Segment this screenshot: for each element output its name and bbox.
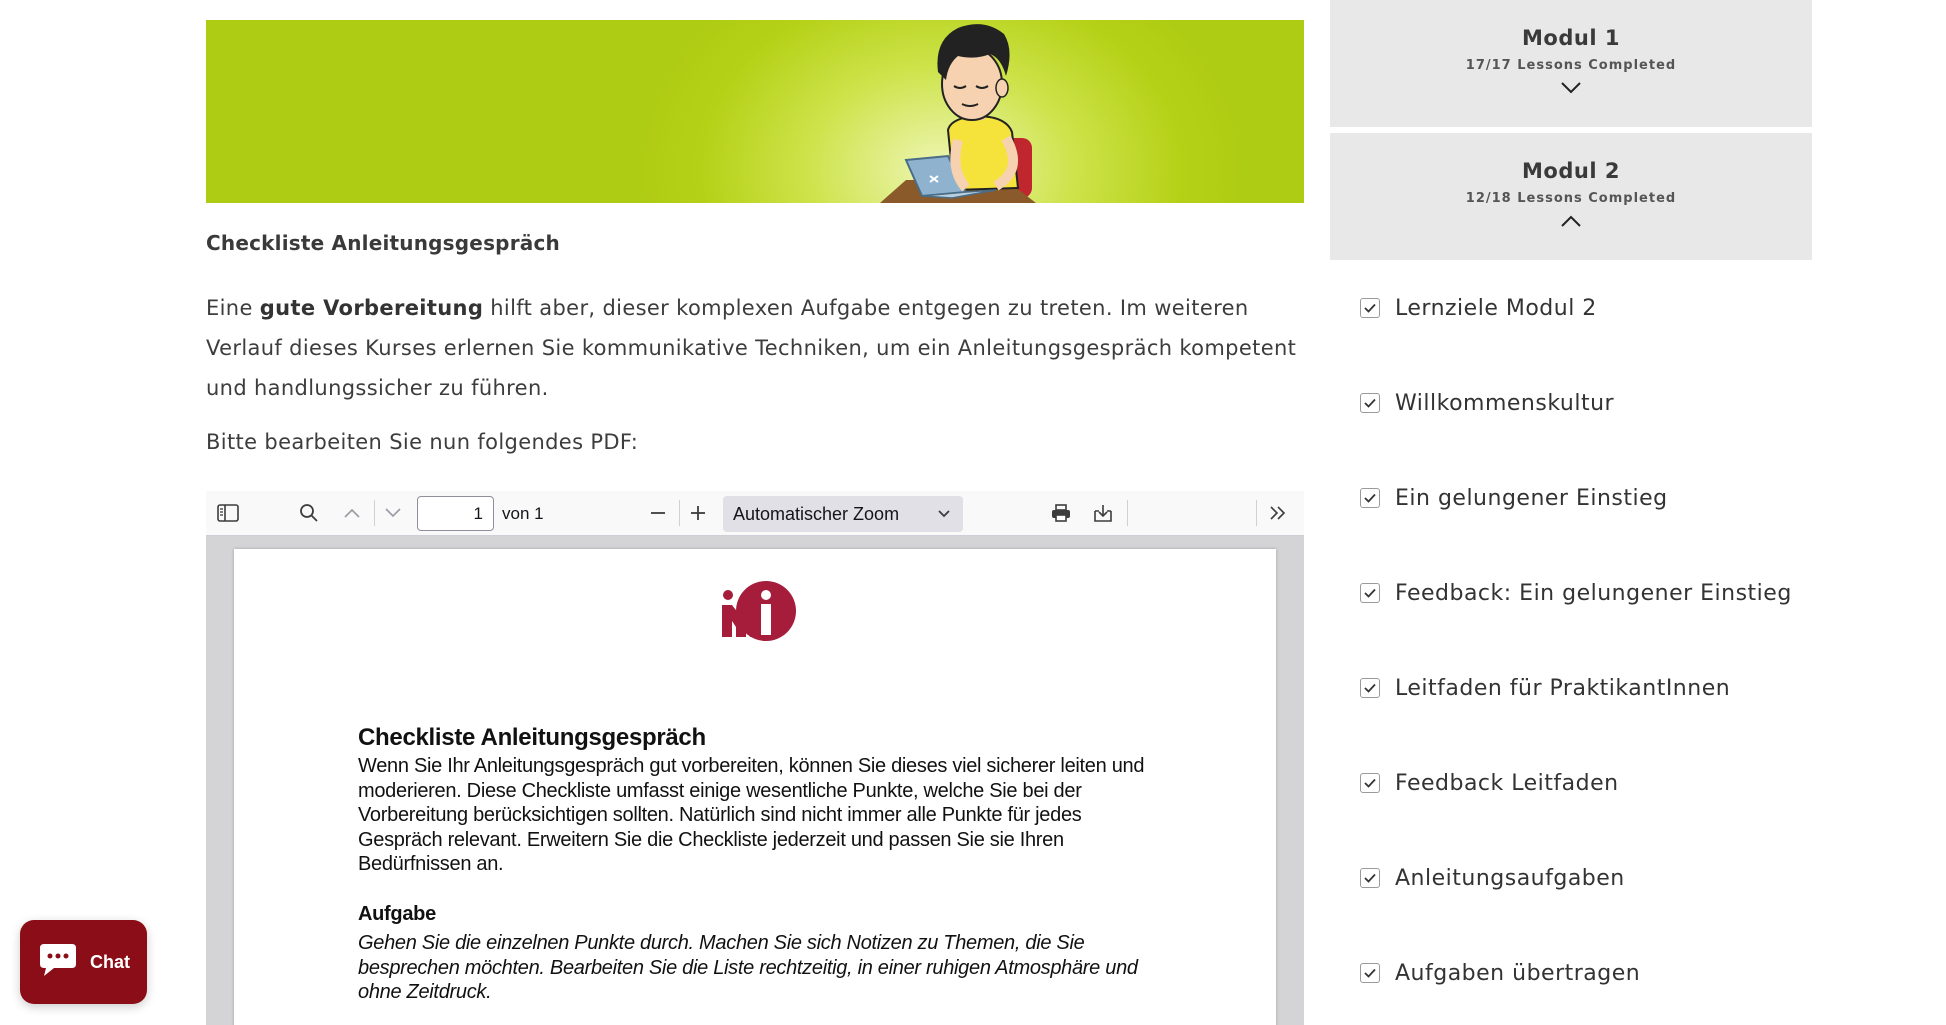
print-icon[interactable] — [1046, 499, 1076, 527]
page-count-label: von 1 — [502, 504, 544, 523]
chat-label: Chat — [90, 951, 130, 972]
search-icon[interactable] — [294, 499, 324, 527]
pdf-task-text: Gehen Sie die einzelnen Punkte durch. Machen Sie sich Notizen zu Themen, die Sie besprechen möchten. Bearbeiten Sie die Liste rechtzeitig, in einer ruhigen Atmosphäre und ohne Zeitdruck. — [358, 932, 1138, 1003]
checkmark-icon — [1363, 587, 1377, 599]
download-icon[interactable] — [1088, 499, 1118, 527]
brand-logo — [716, 579, 802, 650]
lesson-checkbox[interactable] — [1360, 393, 1380, 413]
zoom-select-value: Automatischer Zoom — [733, 504, 900, 524]
lesson-checkbox[interactable] — [1360, 868, 1380, 888]
lesson-checkbox[interactable] — [1360, 583, 1380, 603]
checkmark-icon — [1363, 492, 1377, 504]
lesson-label[interactable]: Feedback Leitfaden — [1395, 770, 1619, 796]
section-title: Checkliste Anleitungsgespräch — [206, 231, 560, 255]
lesson-label[interactable]: Feedback: Ein gelungener Einstieg — [1395, 580, 1792, 606]
module-banner-illustration — [206, 20, 1304, 203]
pdf-body-text: Wenn Sie Ihr Anleitungsgespräch gut vorbereiten, können Sie dieses viel sicherer leiten und moderieren. Diese Checkliste umfasst einige wesentliche Punkte, welche Sie bei der Vorbereitung berücksichtigen sollten. Natürlich sind nicht immer alle Punkte für jedes Gespräch relevant. Erweitern Sie die Checkliste jederzeit und passen Sie sie Ihren Bedürfnissen an. — [358, 755, 1145, 875]
lesson-label[interactable]: Ein gelungener Einstieg — [1395, 485, 1668, 511]
lesson-label[interactable]: Willkommenskultur — [1395, 390, 1615, 416]
lesson-checkbox[interactable] — [1360, 963, 1380, 983]
lesson-item[interactable] — [1360, 288, 1800, 328]
module-2-header[interactable] — [1330, 133, 1812, 260]
zoom-out-icon[interactable] — [643, 499, 673, 527]
pdf-viewer[interactable] — [206, 491, 1304, 1025]
pdf-toolbar — [206, 491, 1304, 536]
lesson-item[interactable] — [1360, 858, 1800, 898]
module-1-header[interactable] — [1330, 0, 1812, 127]
checkmark-icon — [1363, 682, 1377, 694]
zoom-select[interactable] — [723, 496, 963, 532]
lesson-checkbox[interactable] — [1360, 773, 1380, 793]
lesson-item[interactable] — [1360, 668, 1800, 708]
chevron-up-icon — [1560, 213, 1582, 232]
page-number-input[interactable] — [417, 496, 494, 531]
tools-menu-icon[interactable] — [1263, 499, 1293, 527]
chevron-down-icon — [1560, 80, 1582, 99]
previous-page-icon[interactable] — [337, 499, 367, 527]
intro-suffix: hilft aber, dieser komplexen Aufgabe entgegen zu treten. Im weiteren Verlauf dieses Kurses erlernen Sie kommunikative Techniken, um ein Anleitungsgespräch kompetent und handlungssicher zu führen. — [206, 296, 1297, 400]
sidebar-toggle-icon[interactable] — [213, 499, 243, 527]
module-title: Modul 2 — [1522, 159, 1620, 183]
lesson-item[interactable] — [1360, 573, 1800, 613]
course-sidebar — [1330, 0, 1812, 1025]
module-title: Modul 1 — [1522, 26, 1620, 50]
intro-paragraph — [206, 288, 1304, 408]
next-page-icon[interactable] — [378, 499, 408, 527]
zoom-in-icon[interactable] — [683, 499, 713, 527]
pdf-subheading: Aufgabe — [358, 903, 436, 925]
lesson-item[interactable] — [1360, 953, 1800, 993]
lesson-item[interactable] — [1360, 763, 1800, 803]
checkmark-icon — [1363, 777, 1377, 789]
pdf-heading: Checkliste Anleitungsgespräch — [358, 724, 706, 751]
module-progress: 12/18 Lessons Completed — [1465, 191, 1677, 206]
checkmark-icon — [1363, 967, 1377, 979]
lesson-checkbox[interactable] — [1360, 298, 1380, 318]
lesson-label[interactable]: Lernziele Modul 2 — [1395, 295, 1597, 321]
intro-prefix: Eine — [206, 296, 260, 320]
lesson-item[interactable] — [1360, 478, 1800, 518]
lesson-label[interactable]: Anleitungsaufgaben — [1395, 865, 1625, 891]
checkmark-icon — [1363, 397, 1377, 409]
chevron-down-icon — [937, 496, 951, 544]
lesson-label[interactable]: Aufgaben übertragen — [1395, 960, 1641, 986]
lesson-item[interactable] — [1360, 383, 1800, 423]
checkmark-icon — [1363, 302, 1377, 314]
checkmark-icon — [1363, 872, 1377, 884]
chat-button[interactable] — [20, 920, 147, 1004]
pdf-page — [234, 549, 1276, 1025]
lesson-checkbox[interactable] — [1360, 678, 1380, 698]
pdf-prompt: Bitte bearbeiten Sie nun folgendes PDF: — [206, 430, 639, 454]
lesson-label[interactable]: Leitfaden für PraktikantInnen — [1395, 675, 1731, 701]
chat-bubble-icon — [38, 942, 78, 983]
module-progress: 17/17 Lessons Completed — [1465, 58, 1677, 73]
main-content — [206, 0, 1304, 1025]
lesson-checkbox[interactable] — [1360, 488, 1380, 508]
intro-bold: gute Vorbereitung — [259, 296, 484, 320]
